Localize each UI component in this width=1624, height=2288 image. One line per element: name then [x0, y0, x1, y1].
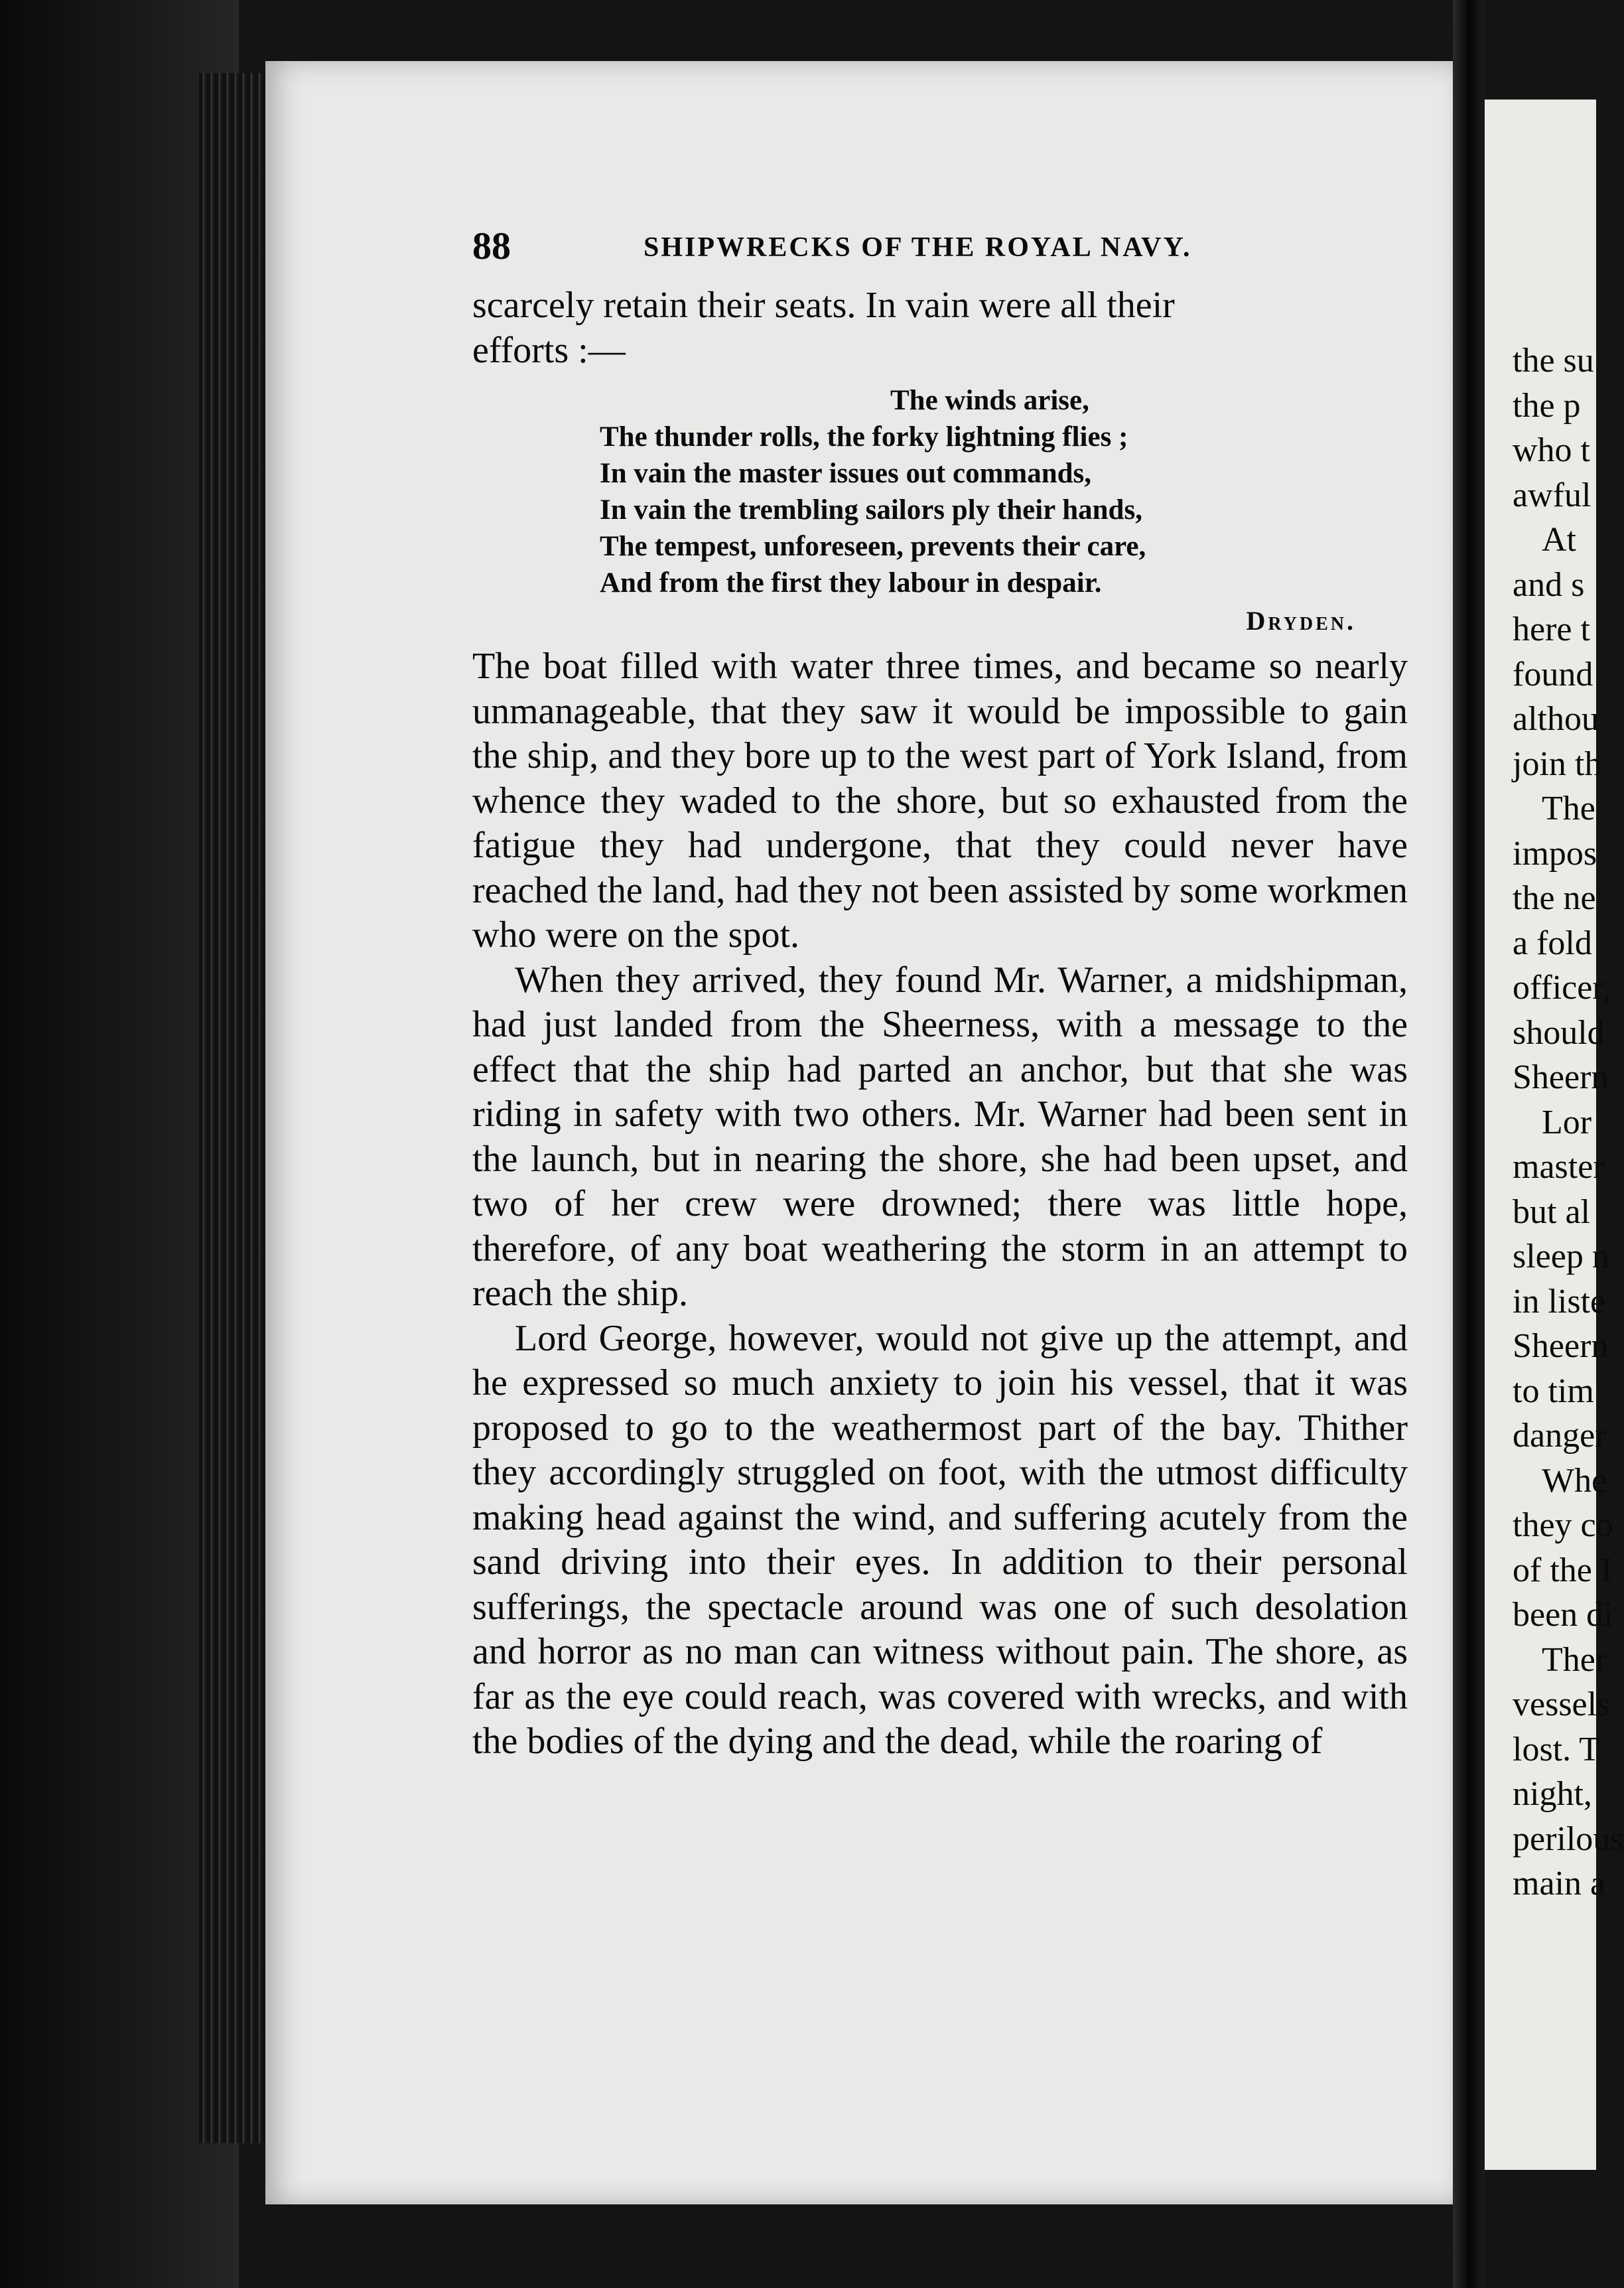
facing-line: vessels: [1513, 1685, 1611, 1723]
verse-quote: [600, 382, 1408, 601]
running-head: [472, 224, 1408, 283]
facing-page: [1485, 100, 1624, 2170]
facing-line: awful: [1513, 476, 1591, 514]
verse-attribution: Dryden.: [1246, 606, 1356, 636]
intro-line-2: efforts :—: [472, 329, 626, 371]
facing-line: here t: [1513, 610, 1590, 648]
paragraph: When they arrived, they found Mr. Warner, a midshipman, had just landed from the Sheerness, with a message to the effect that the ship had parted an anchor, but that she was riding in safety with two others. Mr. Warner had been sent in the launch, but in nearing the shore, she had been upset, and two of her crew were drowned; there was little hope, therefore, of any boat weathering the storm in an attempt to reach the ship.: [472, 959, 1408, 1314]
running-title: SHIPWRECKS OF THE ROYAL NAVY.: [643, 232, 1192, 263]
facing-line: a fold: [1513, 924, 1592, 962]
facing-line: should: [1513, 1013, 1605, 1052]
facing-line: the su: [1513, 342, 1594, 380]
facing-line: who t: [1513, 431, 1590, 469]
facing-line: in liste: [1513, 1282, 1606, 1321]
facing-line: Lor: [1542, 1103, 1592, 1141]
facing-line: lost. T: [1513, 1730, 1600, 1768]
facing-line: the ne: [1513, 879, 1596, 917]
verse-line: In vain the master issues out commands,: [600, 458, 1092, 489]
facing-line: and s: [1513, 565, 1585, 604]
page-content: [472, 224, 1408, 1764]
facing-line: master: [1513, 1148, 1605, 1186]
page-number: 88: [472, 224, 511, 267]
verse-line: The tempest, unforeseen, prevents their care,: [600, 531, 1146, 562]
facing-line: impos: [1513, 834, 1597, 873]
book-gutter: [1453, 0, 1485, 2288]
facing-line: officer,: [1513, 969, 1611, 1007]
facing-line: The: [1542, 790, 1595, 827]
verse-line: And from the first they labour in despair.: [600, 567, 1102, 599]
facing-line: been di: [1513, 1596, 1613, 1634]
facing-line: perilous: [1513, 1820, 1624, 1858]
facing-line: Whe: [1542, 1461, 1607, 1500]
facing-line: they co: [1513, 1506, 1613, 1544]
facing-line: of the I: [1513, 1551, 1613, 1589]
facing-line: night,: [1513, 1775, 1592, 1813]
verse-line: The thunder rolls, the forky lightning flies ;: [600, 421, 1128, 453]
intro-line-1: scarcely retain their seats. In vain were all their: [472, 285, 1175, 326]
facing-line: sleep n: [1513, 1238, 1609, 1275]
facing-line: found: [1513, 655, 1593, 693]
verse-line: The winds arise,: [890, 385, 1089, 416]
facing-line: to tim: [1513, 1372, 1594, 1410]
page-edges: [199, 73, 272, 2143]
facing-line: but al: [1513, 1192, 1590, 1231]
paragraph: Lord George, however, would not give up the attempt, and he expressed so much anxiety to join his vessel, that it was proposed to go to the weathermost part of the bay. Thither they accordingly struggled on foot, with the utmost difficulty making head against the wind, and suffering acutely from the sand driving into their eyes. In addition to their personal sufferings, the spectacle around was one of such desolation and horror as no man can witness without pain. The shore, as far as the eye could reach, was covered with wrecks, and with the bodies of the dying and the dead, while the roaring of: [472, 1317, 1408, 1762]
facing-line: join th: [1513, 745, 1602, 783]
intro-text: [472, 283, 1408, 373]
facing-line: althou: [1513, 700, 1599, 738]
facing-line: Sheern: [1513, 1327, 1609, 1365]
facing-page-text: [1513, 338, 1624, 1906]
book-page: [265, 61, 1453, 2204]
verse-line: In vain the trembling sailors ply their hands,: [600, 494, 1142, 526]
paragraph: The boat filled with water three times, and became so nearly unmanageable, that they saw it would be impossible to gain the ship, and they bore up to the west part of York Island, from whence they waded to the shore, but so exhausted from the fatigue they had undergone, that they could never have reached the land, had they not been assisted by some workmen who were on the spot.: [472, 646, 1408, 956]
facing-line: the p: [1513, 386, 1581, 425]
facing-line: danger: [1513, 1417, 1607, 1455]
facing-line: At: [1542, 521, 1576, 559]
facing-line: main a: [1513, 1865, 1606, 1902]
facing-line: Ther: [1542, 1640, 1607, 1679]
facing-line: Sheern: [1513, 1058, 1609, 1096]
